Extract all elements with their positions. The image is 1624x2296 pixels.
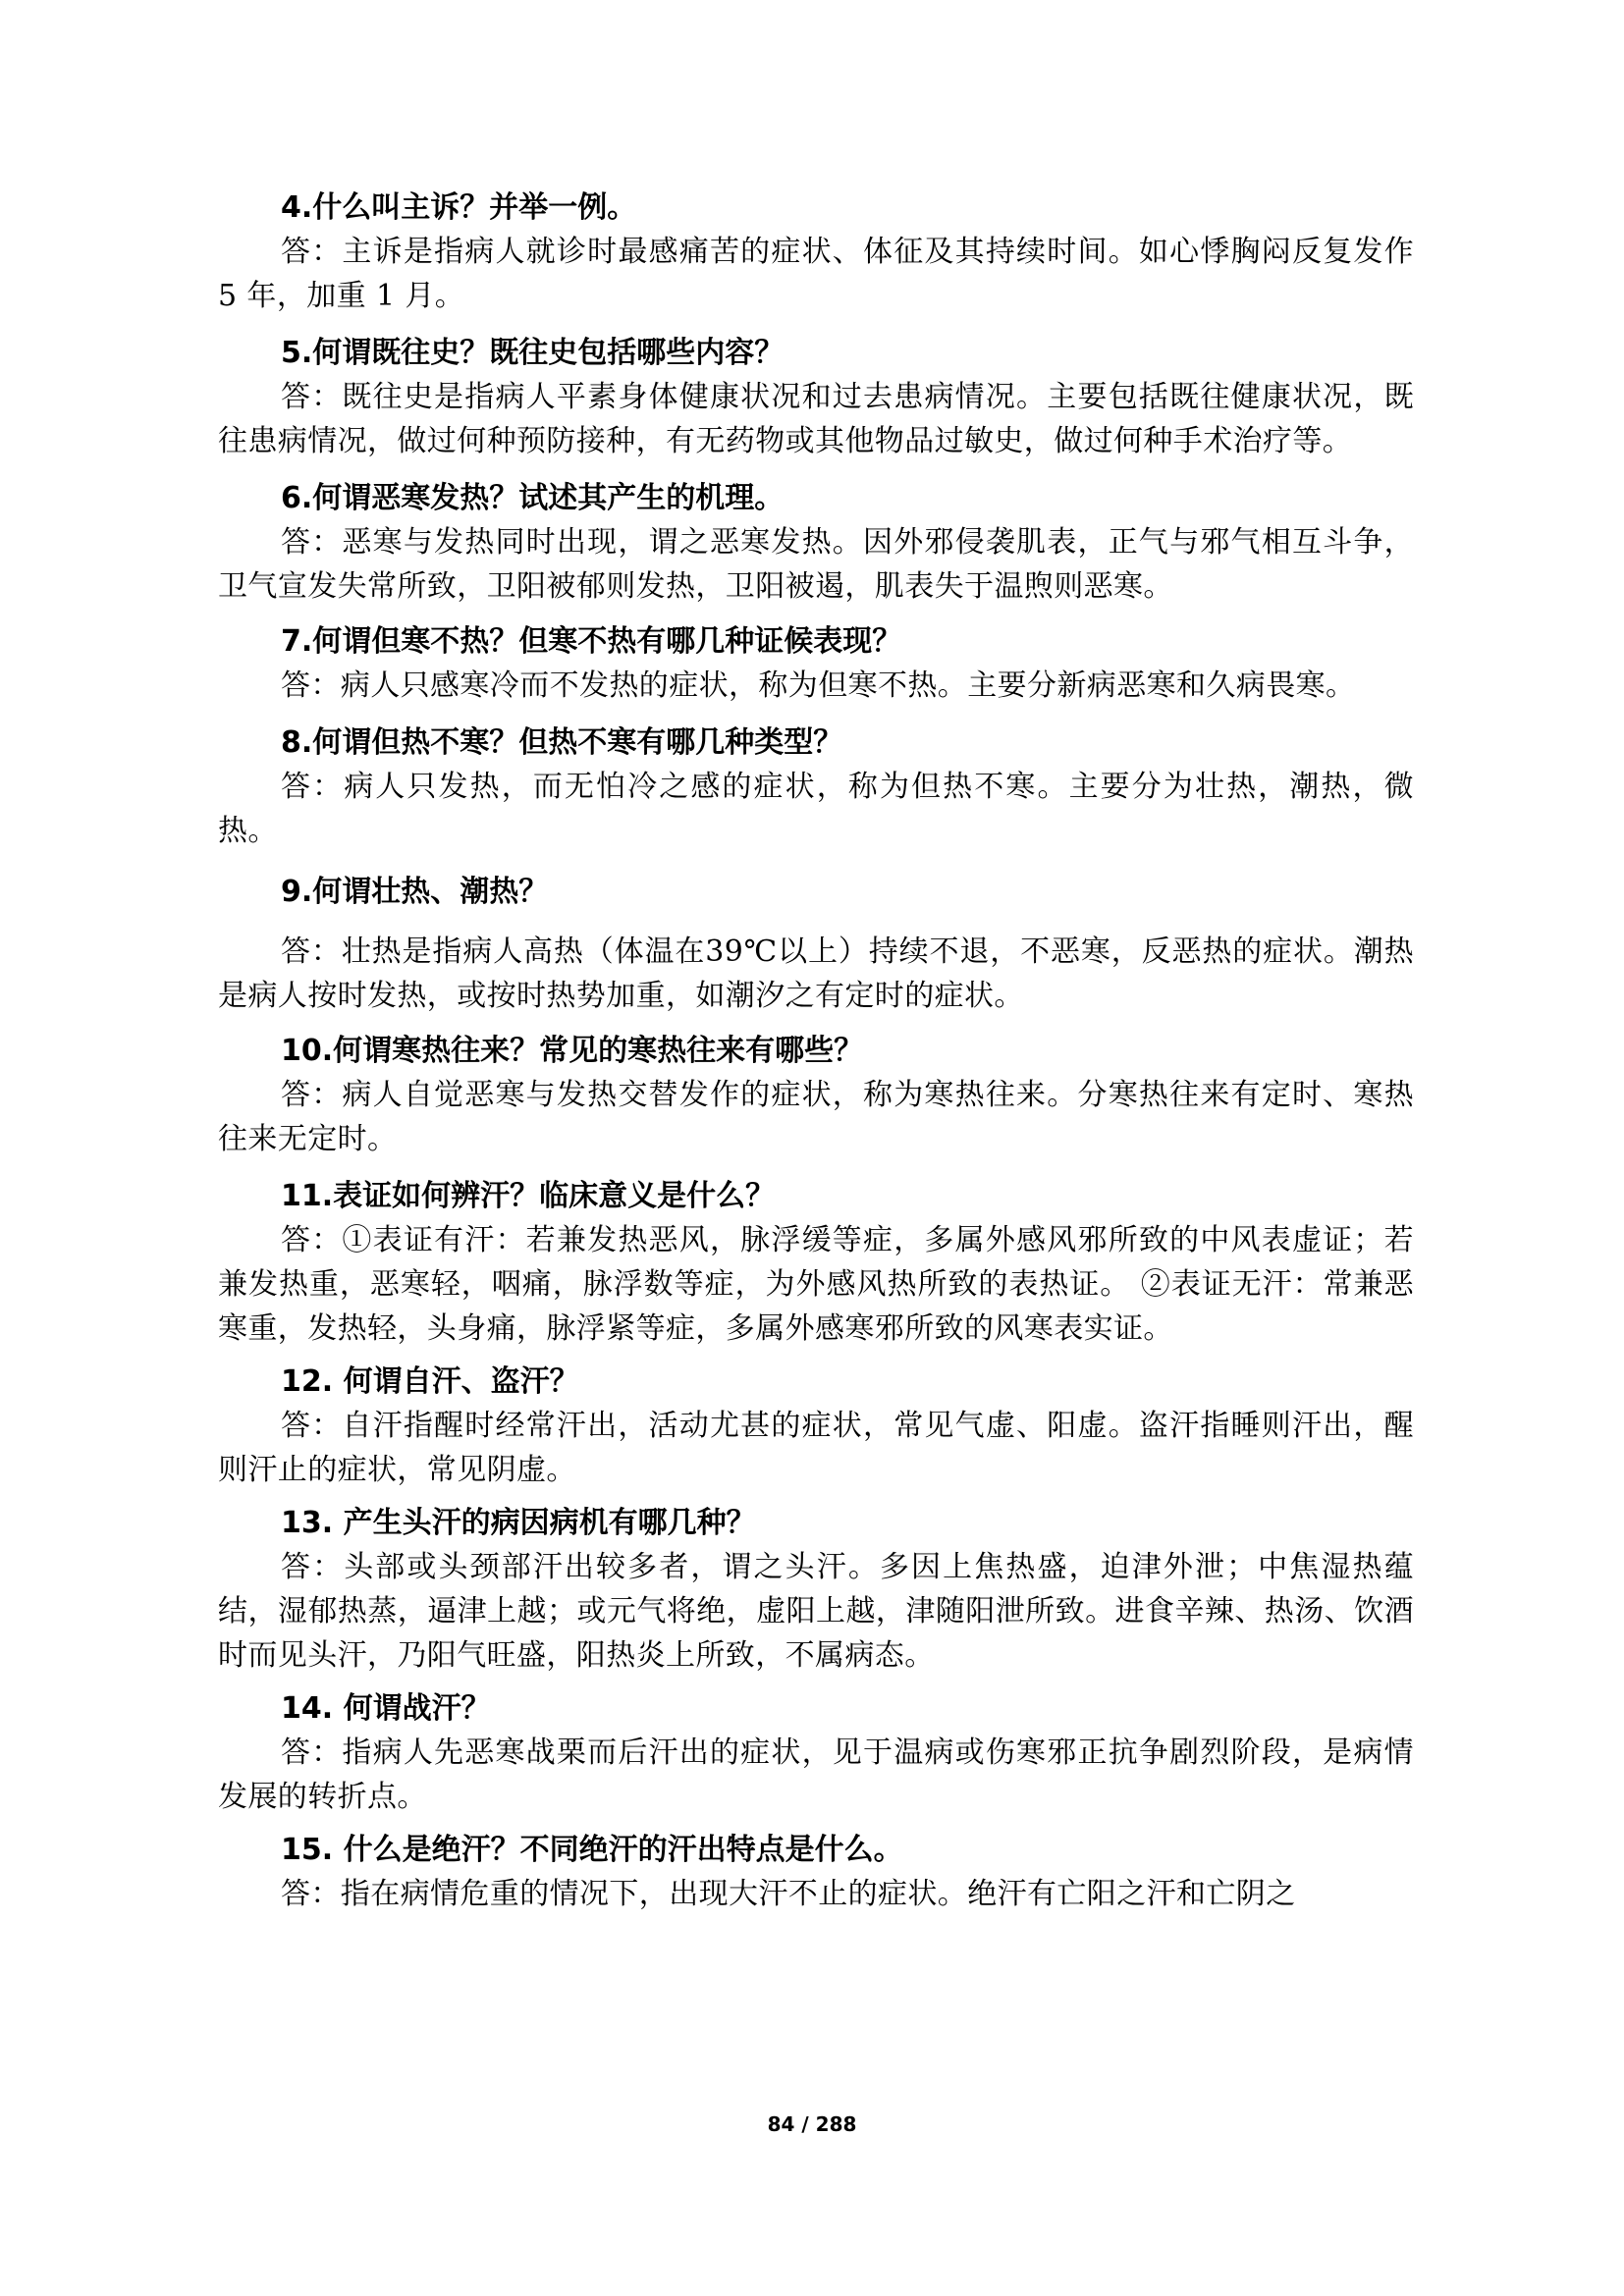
question-heading: 13. 产生头汗的病因病机有哪几种？: [281, 1506, 756, 1540]
answer-text: 答：病人自觉恶寒与发热交替发作的症状，称为寒热往来。分寒热往来有定时、寒热往来无定时。: [218, 1078, 1414, 1156]
qa-item: [218, 187, 1414, 318]
answer-text: 答：病人只发热，而无怕冷之感的症状，称为但热不寒。主要分为壮热，潮热，微热。: [218, 770, 1414, 848]
qa-item: [218, 332, 1414, 463]
qa-item: [218, 871, 1414, 1018]
qa-item: [218, 1361, 1414, 1492]
answer-text: 答：指在病情危重的情况下，出现大汗不止的症状。绝汗有亡阳之汗和亡阴之: [281, 1877, 1296, 1911]
document-body: [218, 187, 1414, 1916]
question-heading: 15. 什么是绝汗？不同绝汗的汗出特点是什么。: [281, 1833, 903, 1867]
answer-text: 答：壮热是指病人高热（体温在39℃以上）持续不退，不恶寒，反恶热的症状。潮热是病人按时发热，或按时热势加重，如潮汐之有定时的症状。: [218, 934, 1414, 1013]
answer-text: 答：①表证有汗：若兼发热恶风，脉浮缓等症，多属外感风邪所致的中风表虚证；若兼发热重，恶寒轻，咽痛，脉浮数等症，为外感风热所致的表热证。 ②表证无汗：常兼恶寒重，发热轻，头身痛，脉浮紧等症，多属外感寒邪所致的风寒表实证。: [218, 1223, 1414, 1346]
answer-text: 答：指病人先恶寒战栗而后汗出的症状，见于温病或伤寒邪正抗争剧烈阶段，是病情发展的转折点。: [218, 1735, 1414, 1814]
question-heading: 12. 何谓自汗、盗汗？: [281, 1364, 579, 1399]
qa-item: [218, 1687, 1414, 1819]
answer-text: 答：自汗指醒时经常汗出，活动尤甚的症状，常见气虚、阳虚。盗汗指睡则汗出，醒则汗止的症状，常见阴虚。: [218, 1409, 1414, 1487]
qa-item: [218, 477, 1414, 609]
answer-text: 答：主诉是指病人就诊时最感痛苦的症状、体征及其持续时间。如心悸胸闷反复发作 5 年，加重 1 月。: [218, 235, 1414, 313]
question-heading: 8.何谓但热不寒？但热不寒有哪几种类型？: [281, 725, 843, 760]
question-heading: 7.何谓但寒不热？但寒不热有哪几种证候表现？: [281, 624, 902, 659]
page-number: 84 / 288: [767, 2112, 857, 2136]
question-heading: 5.何谓既往史？既往史包括哪些内容？: [281, 336, 785, 370]
question-heading: 14. 何谓战汗？: [281, 1691, 491, 1726]
answer-text: 答：头部或头颈部汗出较多者，谓之头汗。多因上焦热盛，迫津外泄；中焦湿热蕴结，湿郁热蒸，逼津上越；或元气将绝，虚阳上越，津随阳泄所致。进食辛辣、热汤、饮酒时而见头汗，乃阳气旺盛，阳热炎上所致，不属病态。: [218, 1550, 1414, 1673]
answer-text: 答：恶寒与发热同时出现，谓之恶寒发热。因外邪侵袭肌表，正气与邪气相互斗争，卫气宣发失常所致，卫阳被郁则发热，卫阳被遏，肌表失于温煦则恶寒。: [218, 525, 1414, 604]
question-heading: 6.何谓恶寒发热？试述其产生的机理。: [281, 481, 785, 515]
qa-item: [218, 1175, 1414, 1351]
qa-item: [218, 1829, 1414, 1916]
qa-item: [218, 1030, 1414, 1161]
answer-text: 答：病人只感寒冷而不发热的症状，称为但寒不热。主要分新病恶寒和久病畏寒。: [281, 668, 1356, 703]
qa-item: [218, 721, 1414, 853]
question-heading: 11.表证如何辨汗？临床意义是什么？: [281, 1179, 776, 1213]
qa-item: [218, 1502, 1414, 1678]
answer-text: 答：既往史是指病人平素身体健康状况和过去患病情况。主要包括既往健康状况，既往患病情况，做过何种预防接种，有无药物或其他物品过敏史，做过何种手术治疗等。: [218, 380, 1414, 458]
question-heading: 9.何谓壮热、潮热？: [281, 875, 549, 909]
qa-item: [218, 620, 1414, 708]
question-heading: 10.何谓寒热往来？常见的寒热往来有哪些？: [281, 1034, 864, 1068]
question-heading: 4.什么叫主诉？并举一例。: [281, 190, 637, 225]
